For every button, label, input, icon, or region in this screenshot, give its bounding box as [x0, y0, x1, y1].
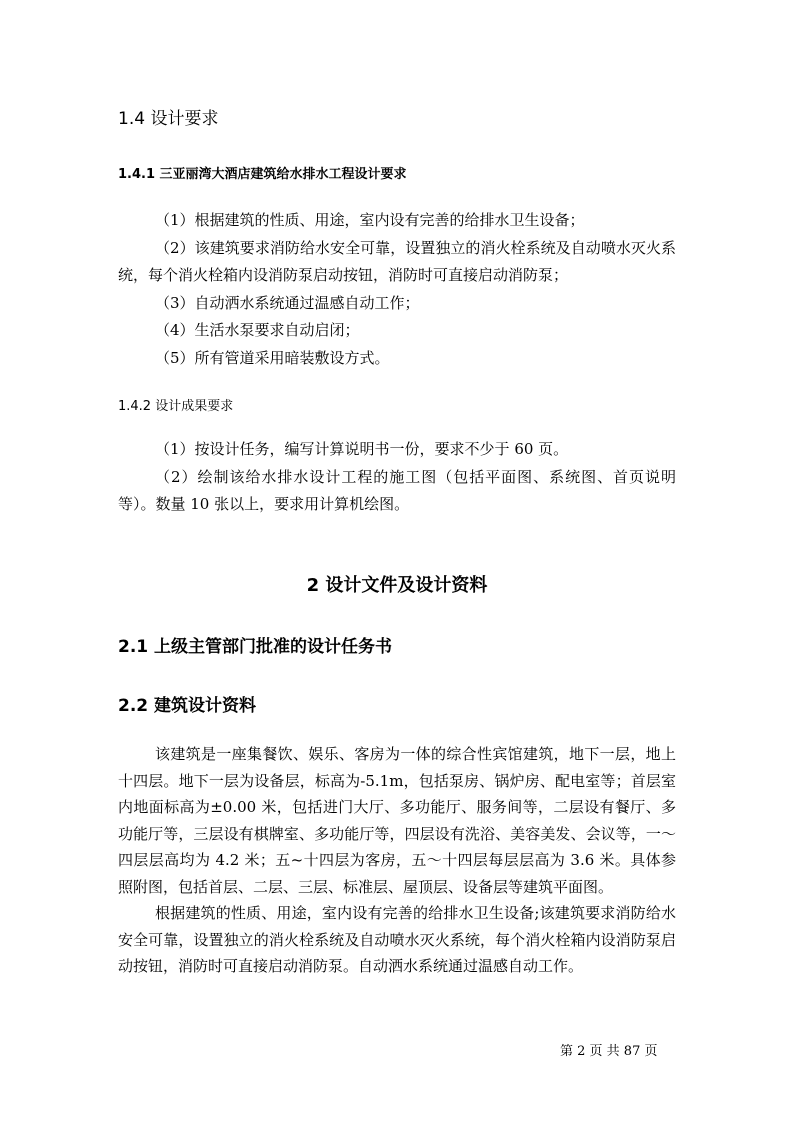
list-item: （1）按设计任务，编写计算说明书一份，要求不少于 60 页。 [155, 440, 569, 458]
section-title-2-1: 2.1 上级主管部门批准的设计任务书 [118, 637, 393, 657]
subsection-title-1-4-2: 1.4.2 设计成果要求 [118, 399, 234, 414]
subsection-title-1-4-1: 1.4.1 三亚丽湾大酒店建筑给水排水工程设计要求 [118, 167, 407, 182]
deliverables-list [118, 436, 676, 519]
section-title-1-4: 1.4 设计要求 [118, 109, 219, 129]
paragraph: 根据建筑的性质、用途，室内设有完善的给排水卫生设备;该建筑要求消防给水安全可靠，设置独立的消火栓系统及自动喷水灭火系统，每个消火栓箱内设消防泵启动按钮，消防时可直接启动消防泵。自动洒水系统通过温感自动工作。 [118, 904, 676, 975]
list-item: （2）绘制该给水排水设计工程的施工图（包括平面图、系统图、首页说明等）。数量 10 张以上，要求用计算机绘图。 [118, 467, 676, 513]
list-item: （5）所有管道采用暗装敷设方式。 [155, 348, 390, 367]
requirements-list [118, 207, 676, 372]
list-item: （1）根据建筑的性质、用途，室内设有完善的给排水卫生设备； [155, 211, 585, 229]
building-design-body [118, 741, 676, 980]
list-item: （4）生活水泵要求自动启闭； [155, 321, 360, 339]
paragraph: 该建筑是一座集餐饮、娱乐、客房为一体的综合性宾馆建筑，地下一层，地上十四层。地下一层为设备层，标高为-5.1m，包括泵房、锅炉房、配电室等；首层室内地面标高为±0.00 米，包括进门大厅、多功能厅、服务间等，二层设有餐厅、多功能厅等，三层设有棋牌室、多功能厅等，四层设有洗浴、美容美发、会议等，一～四层层高均为 4.2 米；五~十四层为客房，五～十四层每层层高为 3.6 米。具体参照附图，包括首层、二层、三层、标准层、屋顶层、设备层等建筑平面图。 [118, 745, 676, 896]
list-item: （2）该建筑要求消防给水安全可靠，设置独立的消火栓系统及自动喷水灭火系统，每个消火栓箱内设消防泵启动按钮，消防时可直接启动消防泵； [118, 238, 676, 284]
section-title-2-2: 2.2 建筑设计资料 [118, 696, 257, 716]
chapter-title-2: 2 设计文件及设计资料 [306, 575, 488, 596]
page-number: 第 2 页 共 87 页 [560, 1044, 658, 1059]
list-item: （3）自动洒水系统通过温感自动工作； [155, 293, 420, 312]
